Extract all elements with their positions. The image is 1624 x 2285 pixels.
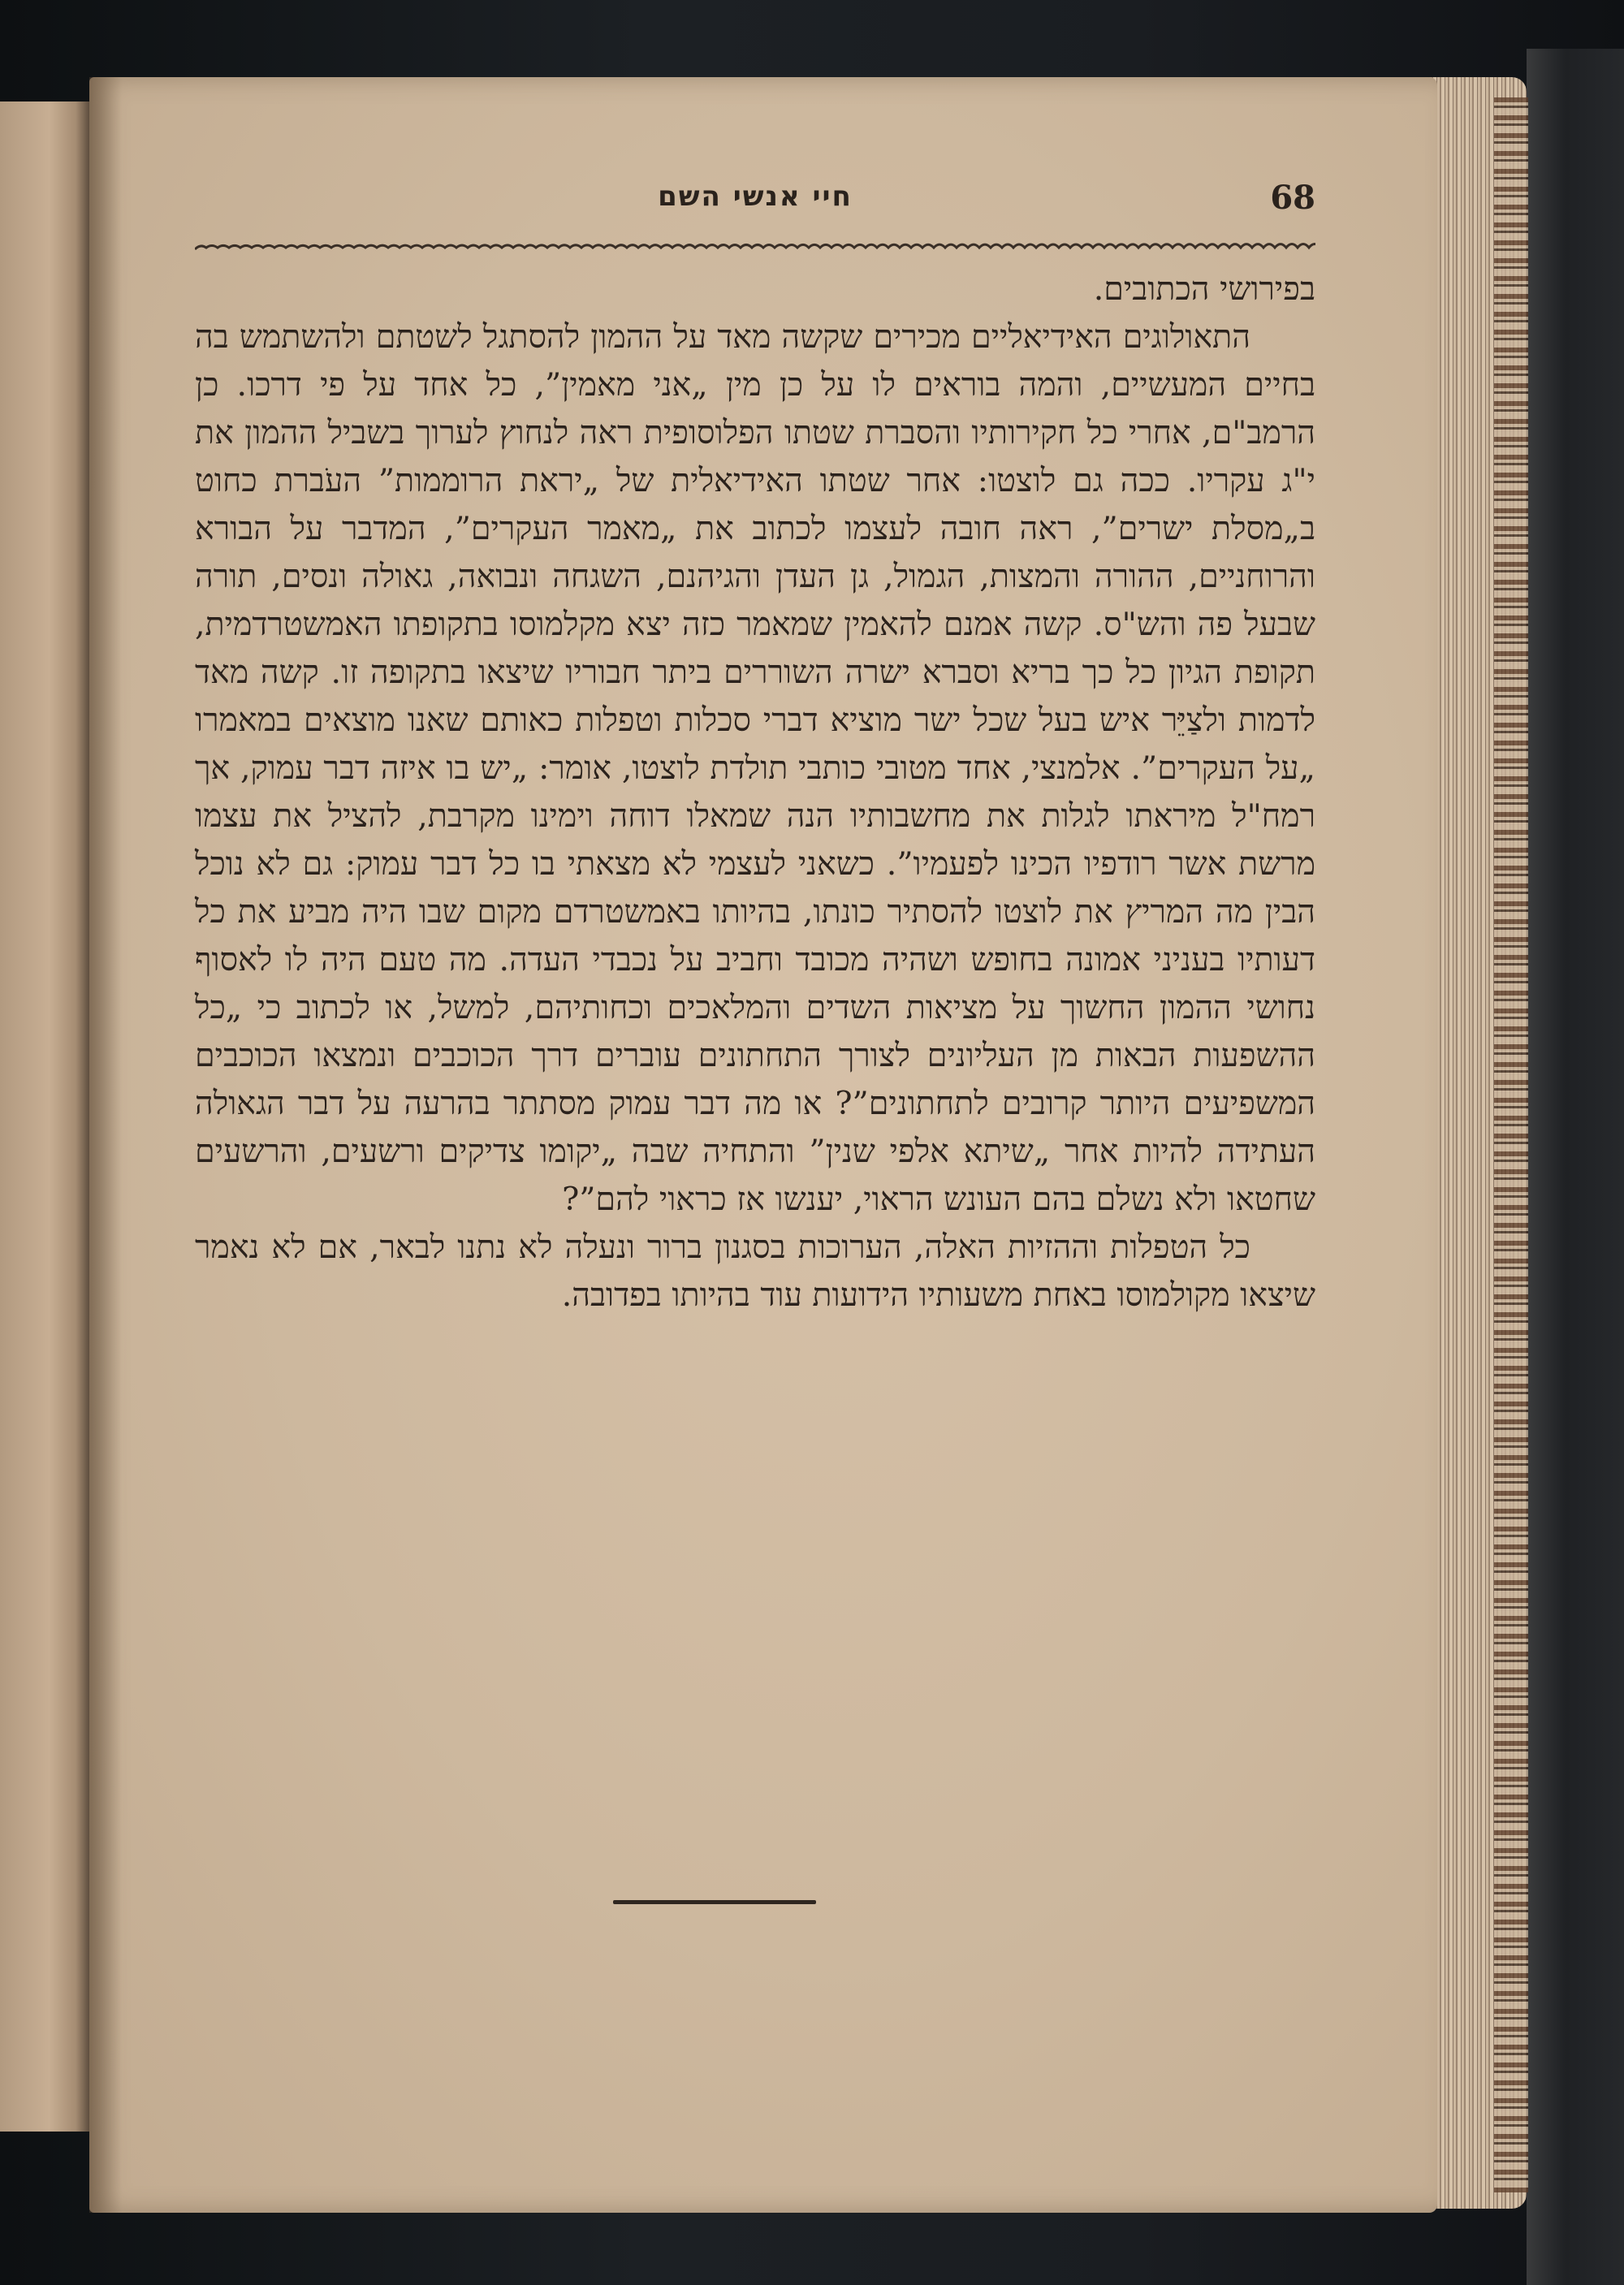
page-stack-texture — [1494, 97, 1528, 2192]
book-page — [89, 77, 1437, 2213]
previous-page-sliver — [0, 102, 92, 2132]
spine-shadow — [89, 77, 122, 2213]
book-cover-edge — [1527, 49, 1624, 2285]
paragraph-main: התאולוגים האידיאליים מכירים שקשה מאד על ההמון להסתגל לשטתם ולהשתמש בה בחיים המעשיים, והמה בוראים לו על כן מין „אני מאמין”, כל אחד על פי דרכו. כן הרמב"ם, אחרי כל חקירותיו והסברת שטתו הפלוסופית ראה לנחוץ לערוך בשביל ההמון את י"ג עקריו. ככה גם לוצטו: אחר שטתו האידיאלית של „יראת הרוממות” העֹברת כחוט ב„מסלת ישרים”, ראה חובה לעצמו לכתוב את „מאמר העקרים”, המדבר על הבורא והרוחניים, ההורה והמצות, הגמול, גן העדן והגיהנם, השגחה ונבואה, גאולה ונסים, תורה שבעל פה והש"ס. קשה אמנם להאמין שמאמר כזה יצא מקלמוסו בתקופתו האמשטרדמית, תקופת הגיון כל כך בריא וסברא ישרה השוררים ביתר חבוריו שיצאו בתקופה זו. קשה מאד לדמות ולצַיֵּר איש בעל שכל ישר מוציא דברי סכלות וטפלות כאותם שאנו מוצאים במאמרו „על העקרים”. אלמנצי, אחד מטובי כותבי תולדת לוצטו, אומר: „יש בו איזה דבר עמוק, אך רמח"ל מיראתו לגלות את מחשבותיו הנה שמאלו דוחה וימינו מקרבת, להציל את עצמו מרשת אשר רודפיו הכינו לפעמיו”. כשאני לעצמי לא מצאתי בו כל דבר עמוק: גם לא נוכל הבין מה המריץ את לוצטו להסתיר כונתו, בהיותו באמשטרדם מקום שבו היה מביע את כל דעותיו בעניני אמונה בחופש ושהיה מכובד וחביב על נכבדי העדה. מה טעם היה לו לאסוף נחושי ההמון החשוך על מציאות השדים והמלאכים וכחותיהם, למשל, או לכתוב כי „כל ההשפעות הבאות מן העליונים לצורך התחתונים עוברים דרך הכוכבים ונמצאו הכוכבים המשפיעים היותר קרובים לתחתונים”? או מה דבר עמוק מסתתר בהרעה על דבר הגאולה העתידה להיות אחר „שיתא אלפי שנין” והתחיה שבה „יקומו צדיקים ורשעים, והרשעים שחטאו ולא נשלם בהם העונש הראוי, יענשו אז כראוי להם”? — [195, 318, 1315, 1218]
body-text — [195, 266, 1315, 1320]
paragraph-continuation: בפירושי הכתובים. — [1093, 270, 1315, 308]
end-rule — [613, 1900, 816, 1904]
paragraph-closing: כל הטפלות וההזיות האלה, הערוכות בסגנון ברור ונעלה לא נתנו לבאר, אם לא נאמר שיצאו מקולמוסו באחת משעותיו הידועות עוד בהיותו בפדובה. — [195, 1229, 1315, 1314]
running-title: חיי אנשי השם — [658, 180, 853, 213]
decorative-wavy-rule — [195, 231, 1315, 256]
page-number: 68 — [1270, 179, 1315, 217]
